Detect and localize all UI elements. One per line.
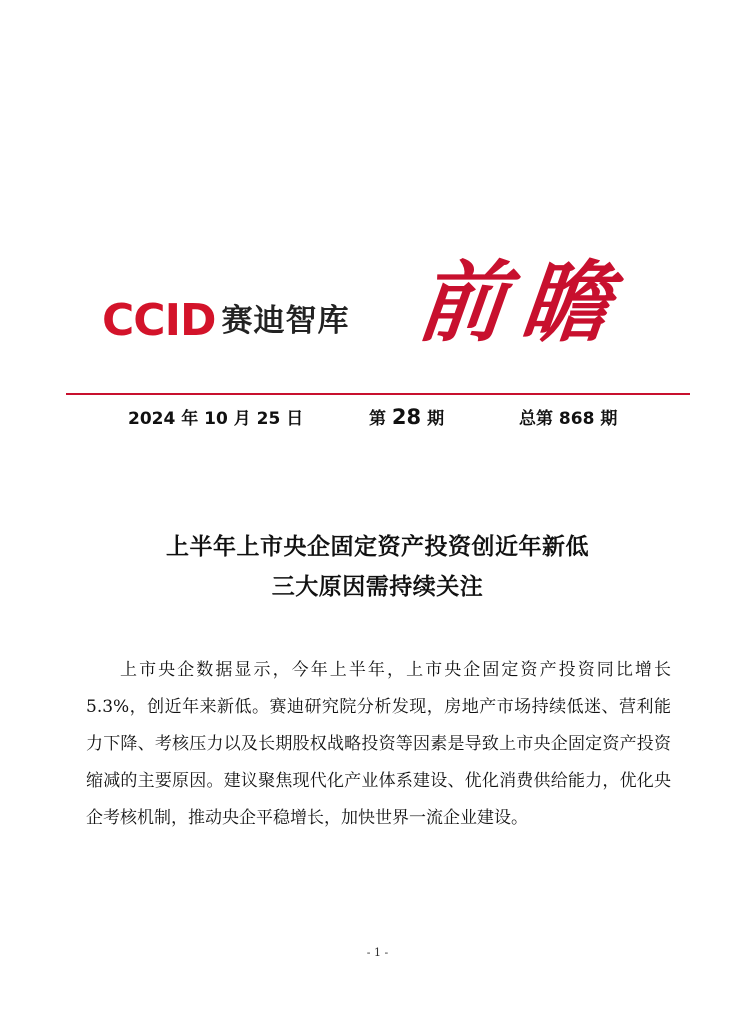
issue-prefix: 第 [369, 409, 392, 429]
logo-chinese-text: 赛迪智库 [221, 302, 350, 339]
masthead [66, 250, 690, 390]
issue-number [369, 404, 444, 429]
article-title-line1: 上半年上市央企固定资产投资创近年新低 [166, 533, 589, 560]
logo-latin-text: CCID [102, 295, 216, 346]
page-number: - 1 - [366, 946, 389, 959]
summary-paragraph: 上市央企数据显示，今年上半年，上市央企固定资产投资同比增长 5.3%，创近年来新低。赛迪研究院分析发现，房地产市场持续低迷、营利能力下降、考核压力以及长期股权战略投资等因素是导致上市央企固定资产投资缩减的主要原因。建议聚焦现代化产业体系建设、优化消费供给能力，优化央企考核机制，推动央企平稳增长，加快世界一流企业建设。 [86, 660, 671, 828]
header-divider [66, 393, 690, 395]
total-issue: 总第 868 期 [519, 409, 618, 429]
issue-date: 2024 年 10 月 25 日 [128, 409, 304, 429]
article-title-line2: 三大原因需持续关注 [271, 573, 484, 600]
ccid-logo [102, 296, 349, 346]
publication-name-calligraphy: 前瞻 [412, 250, 632, 354]
issue-number-value: 28 [391, 405, 422, 429]
issue-suffix: 期 [421, 409, 445, 429]
